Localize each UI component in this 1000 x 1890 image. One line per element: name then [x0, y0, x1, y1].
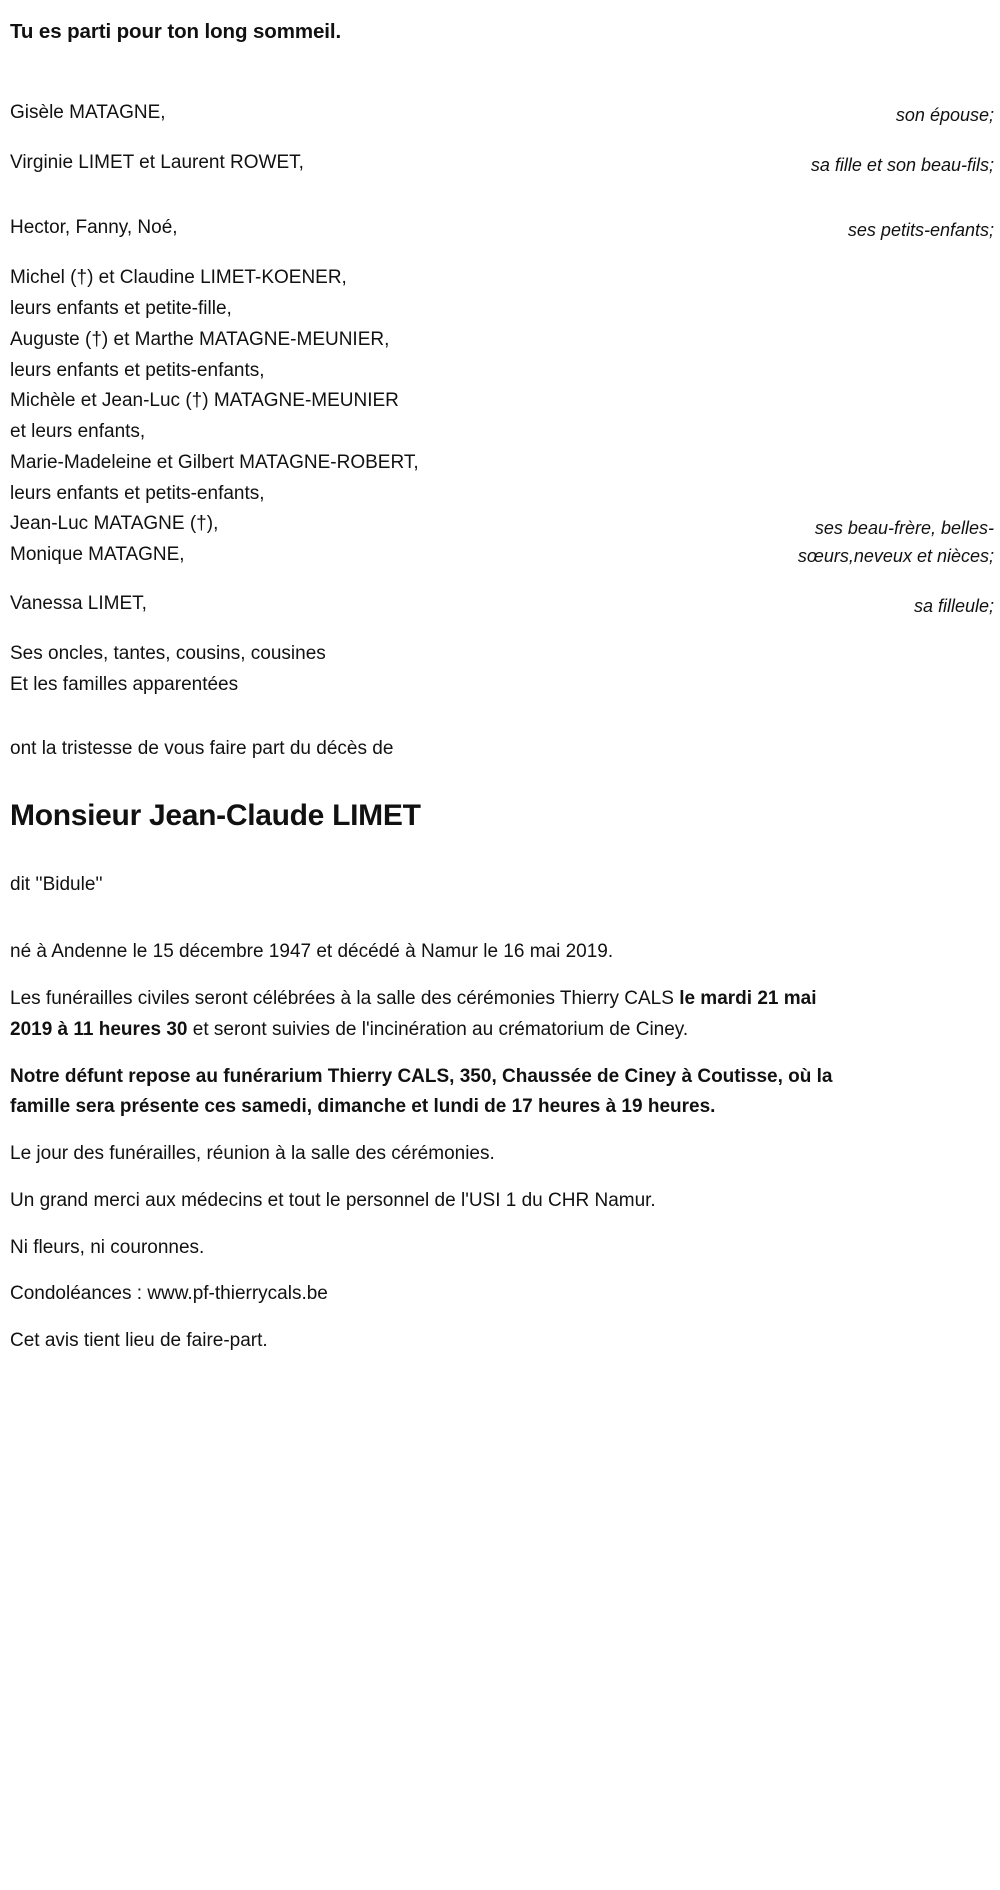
funeral-text-after: et seront suivies de l'incinération au crématorium de Ciney. [187, 1018, 689, 1040]
family-name-line: et leurs enfants, [10, 421, 146, 443]
family-group [10, 263, 994, 571]
family-name-line: leurs enfants et petits-enfants, [10, 359, 265, 381]
family-group [10, 98, 994, 130]
spacer [10, 621, 994, 639]
family-name-line: Auguste (†) et Marthe MATAGNE-MEUNIER, [10, 328, 390, 350]
spacer [10, 130, 994, 148]
thanks-note: Un grand merci aux médecins et tout le personnel de l'USI 1 du CHR Namur. [10, 1189, 656, 1211]
family-name-line: Michel (†) et Claudine LIMET-KOENER, [10, 267, 347, 289]
family-name-line: Hector, Fanny, Noé, [10, 217, 178, 239]
family-name-line: leurs enfants et petite-fille, [10, 298, 232, 320]
family-names [10, 148, 304, 179]
funeral-text-before: Les funérailles civiles seront célébrées à la salle des cérémonies Thierry CALS [10, 988, 680, 1010]
spacer [10, 571, 994, 589]
family-name-line: Ses oncles, tantes, cousins, cousines [10, 642, 326, 664]
family-names [10, 589, 147, 620]
family-name-line: Vanessa LIMET, [10, 593, 147, 614]
family-relations-block [0, 72, 1000, 701]
family-names [10, 98, 166, 129]
birth-death-info: né à Andenne le 15 décembre 1947 et décédé à Namur le 16 mai 2019. [10, 941, 614, 963]
family-names [10, 213, 178, 244]
no-flowers-note: Ni fleurs, ni couronnes. [10, 1236, 205, 1258]
family-name-line: Et les familles apparentées [10, 673, 239, 695]
deceased-name: Monsieur Jean-Claude LIMET [10, 798, 421, 832]
spacer [10, 179, 994, 213]
opening-quote: Tu es parti pour ton long sommeil. [10, 20, 342, 43]
family-group [10, 148, 994, 180]
announcement-lead: ont la tristesse de vous faire part du décès de [10, 738, 394, 760]
relation-label: son épouse; [895, 104, 994, 125]
family-group [10, 213, 994, 245]
condolences-link[interactable]: Condoléances : www.pf-thierrycals.be [10, 1283, 328, 1305]
relation-label: sa fille et son beau-fils; [810, 154, 994, 175]
repose-details: Notre défunt repose au funérarium Thierry CALS, 350, Chaussée de Ciney à Coutisse, où la famille sera présente ces samedi, dimanche et lundi de 17 heures à 19 heures. [10, 1065, 833, 1118]
spacer [10, 245, 994, 263]
family-group [10, 639, 994, 701]
relation-label: ses beau-frère, belles-sœurs,neveux et nièces; [797, 518, 994, 567]
family-name-line: Gisèle MATAGNE, [10, 101, 166, 123]
spacer [10, 72, 994, 98]
deceased-nickname: dit ''Bidule'' [10, 873, 103, 895]
family-name-line: Jean-Luc MATAGNE (†), [10, 513, 219, 535]
family-name-line: Virginie LIMET et Laurent ROWET, [10, 151, 304, 173]
faire-part-notice: Cet avis tient lieu de faire-part. [10, 1330, 268, 1352]
family-name-line: Michèle et Jean-Luc (†) MATAGNE-MEUNIER [10, 390, 399, 412]
family-names [10, 263, 419, 571]
family-names [10, 639, 326, 701]
family-name-line: Monique MATAGNE, [10, 544, 185, 566]
family-name-line: leurs enfants et petits-enfants, [10, 482, 265, 504]
funeral-details [10, 984, 840, 1046]
relation-label: ses petits-enfants; [847, 220, 994, 241]
announcement-body [0, 734, 1000, 1357]
relation-label: sa filleule; [913, 596, 994, 616]
family-group [10, 589, 994, 621]
reunion-note: Le jour des funérailles, réunion à la salle des cérémonies. [10, 1143, 495, 1165]
family-name-line: Marie-Madeleine et Gilbert MATAGNE-ROBERT, [10, 451, 419, 473]
funeral-datetime: le mardi 21 mai 2019 à 11 heures 30 [10, 988, 817, 1040]
